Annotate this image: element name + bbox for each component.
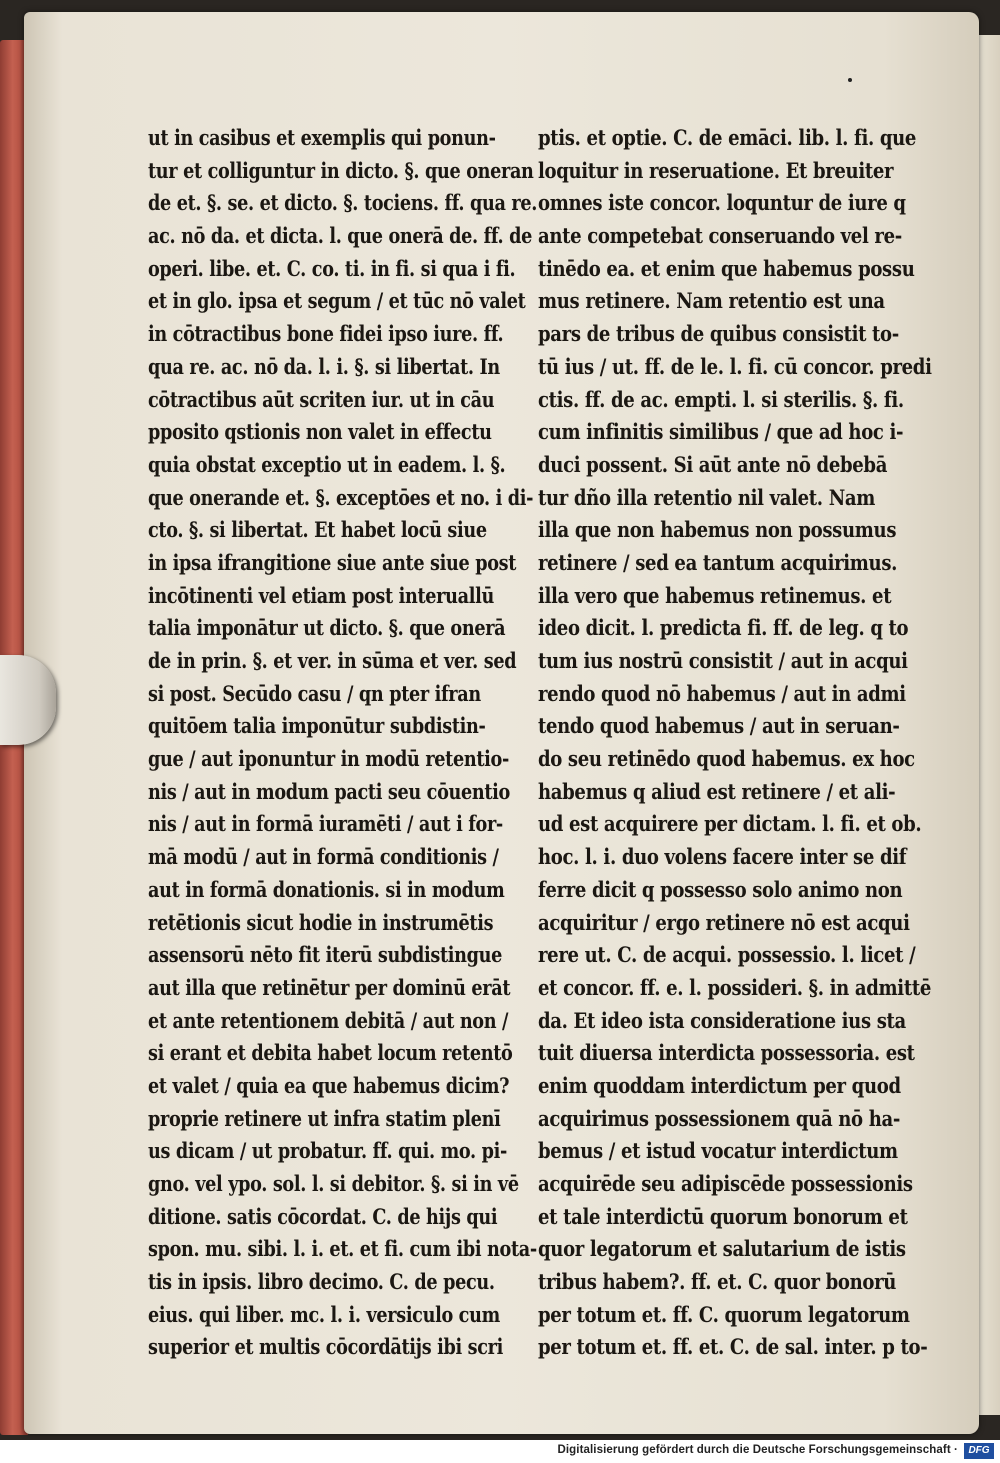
text-line: omnes iste concor. loquntur de iure q xyxy=(538,190,906,216)
left-text-column xyxy=(148,122,538,1364)
text-line: et valet / quia ea que habemus dicim? xyxy=(148,1072,510,1098)
right-text-column xyxy=(538,122,932,1364)
text-line: rere ut. C. de acqui. possessio. l. licet / xyxy=(538,942,916,968)
text-line: et ante retentionem debitā / aut non / xyxy=(148,1007,509,1033)
text-line: bemus / et istud vocatur interdictum xyxy=(538,1138,898,1164)
text-line: in cōtractibus bone fidei ipso iure. ff. xyxy=(148,321,504,347)
text-line: ante competebat conseruando vel re- xyxy=(538,223,902,249)
text-line: de in prin. §. et ver. in sūma et ver. sed xyxy=(148,648,517,673)
text-line: mā modū / aut in formā conditionis / xyxy=(148,844,499,870)
text-line: do seu retinēdo quod habemus. ex hoc xyxy=(538,746,915,772)
text-line: illa que non habemus non possumus xyxy=(538,517,897,543)
text-line: si erant et debita habet locum retentō xyxy=(148,1040,513,1066)
text-line: et in glo. ipsa et segum / et tūc nō valet xyxy=(148,288,526,314)
text-line: ferre dicit q possesso solo animo non xyxy=(538,876,903,902)
text-line: cto. §. si libertat. Et habet locū siue xyxy=(148,517,487,543)
text-line: aut in formā donationis. si in modum xyxy=(148,876,505,902)
text-line: operi. libe. et. C. co. ti. in fi. si qua i fi. xyxy=(148,255,516,281)
text-line: acquirēde seu adipiscēde possessionis xyxy=(538,1171,913,1196)
text-line: et tale interdictū quorum bonorum et xyxy=(538,1203,908,1229)
text-line: assensorū nēto fit iterū subdistingue xyxy=(148,942,503,968)
footer-bar xyxy=(0,1440,1000,1463)
text-line: tū ius / ut. ff. de le. l. fi. cū concor. predi xyxy=(538,353,932,379)
footer-credit: Digitalisierung gefördert durch die Deutsche Forschungsgemeinschaft · xyxy=(557,1444,958,1456)
text-line: tribus habem?. ff. et. C. quor bonorū xyxy=(538,1269,897,1295)
text-line: rendo quod nō habemus / aut in admi xyxy=(538,680,906,706)
text-line: da. Et ideo ista consideratione ius sta xyxy=(538,1007,906,1033)
text-line: acquiritur / ergo retinere nō est acqui xyxy=(538,909,910,935)
text-line: gue / aut iponuntur in modū retentio- xyxy=(148,746,509,772)
text-line: tis in ipsis. libro decimo. C. de pecu. xyxy=(148,1269,495,1295)
text-line: ud est acquirere per dictam. l. fi. et ob. xyxy=(538,811,922,837)
text-line: tur dño illa retentio nil valet. Nam xyxy=(538,484,875,510)
text-line: ut in casibus et exemplis qui ponun- xyxy=(148,125,496,150)
text-line: ac. nō da. et dicta. l. que onerā de. ff. de xyxy=(148,223,533,249)
text-line: us dicam / ut probatur. ff. qui. mo. pi- xyxy=(148,1138,507,1164)
text-line: superior et multis cōcordātijs ibi scri xyxy=(148,1334,503,1360)
text-line: cōtractibus aūt scriten iur. ut in cāu xyxy=(148,386,495,412)
text-line: nis / aut in formā iuramēti / aut i for- xyxy=(148,811,503,837)
text-line: duci possent. Si aūt ante nō debebā xyxy=(538,451,888,477)
text-line: per totum et. ff. C. quorum legatorum xyxy=(538,1301,910,1327)
text-line: mus retinere. Nam retentio est una xyxy=(538,288,885,314)
text-line: pars de tribus de quibus consistit to- xyxy=(538,321,899,347)
text-line: tinēdo ea. et enim que habemus possu xyxy=(538,255,915,281)
text-line: enim quoddam interdictum per quod xyxy=(538,1072,901,1098)
text-line: ditione. satis cōcordat. C. de hijs qui xyxy=(148,1203,498,1229)
text-line: nis / aut in modum pacti seu cōuentio xyxy=(148,778,510,804)
text-line: tum ius nostrū consistit / aut in acqui xyxy=(538,648,908,673)
text-line: de et. §. se. et dicto. §. tociens. ff. qua re. xyxy=(148,190,538,216)
text-line: illa vero que habemus retinemus. et xyxy=(538,582,892,608)
text-line: loquitur in reseruatione. Et breuiter xyxy=(538,157,894,183)
text-line: talia imponātur ut dicto. §. que onerā xyxy=(148,615,506,641)
text-line: tendo quod habemus / aut in seruan- xyxy=(538,713,900,739)
text-line: proprie retinere ut infra statim plenī xyxy=(148,1105,501,1131)
text-line: ptis. et optie. C. de emāci. lib. l. fi. que xyxy=(538,125,917,150)
text-line: que onerande et. §. exceptōes et no. i di- xyxy=(148,484,534,510)
text-line: quitōem talia imponūtur subdistin- xyxy=(148,713,486,739)
text-line: ideo dicit. l. predicta fi. ff. de leg. q to xyxy=(538,615,909,641)
text-line: retētionis sicut hodie in instrumētis xyxy=(148,909,494,935)
text-line: cum infinitis similibus / que ad hoc i- xyxy=(538,419,904,445)
text-line: incōtinenti vel etiam post interuallū xyxy=(148,582,494,608)
text-line: si post. Secūdo casu / qn pter ifran xyxy=(148,680,481,706)
text-line: eius. qui liber. mc. l. i. versiculo cum xyxy=(148,1301,500,1327)
text-line: tur et colliguntur in dicto. §. que oneran xyxy=(148,157,534,183)
text-line: spon. mu. sibi. l. i. et. et fi. cum ibi nota- xyxy=(148,1236,537,1262)
text-line: ctis. ff. de ac. empti. l. si sterilis. §. fi. xyxy=(538,386,904,412)
page-mark xyxy=(848,78,852,82)
text-line: pposito qstionis non valet in effectu xyxy=(148,419,492,445)
text-line: aut illa que retinētur per dominū erāt xyxy=(148,974,511,1000)
text-line: qua re. ac. nō da. l. i. §. si libertat. In xyxy=(148,353,500,379)
text-line: retinere / sed ea tantum acquirimus. xyxy=(538,549,898,575)
text-line: acquirimus possessionem quā nō ha- xyxy=(538,1105,900,1131)
text-line: per totum et. ff. et. C. de sal. inter. p to- xyxy=(538,1334,928,1360)
text-line: quia obstat exceptio ut in eadem. l. §. xyxy=(148,451,506,477)
text-line: quor legatorum et salutarium de istis xyxy=(538,1236,906,1262)
text-line: hoc. l. i. duo volens facere inter se dif xyxy=(538,844,907,870)
text-line: et concor. ff. e. l. possideri. §. in admittē xyxy=(538,974,931,1000)
text-line: gno. vel ypo. sol. l. si debitor. §. si in vē xyxy=(148,1171,519,1196)
text-line: tuit diuersa interdicta possessoria. est xyxy=(538,1040,915,1066)
dfg-logo: DFG xyxy=(964,1443,994,1459)
text-line: in ipsa ifrangitione siue ante siue post xyxy=(148,549,517,575)
text-line: habemus q aliud est retinere / et ali- xyxy=(538,778,896,804)
